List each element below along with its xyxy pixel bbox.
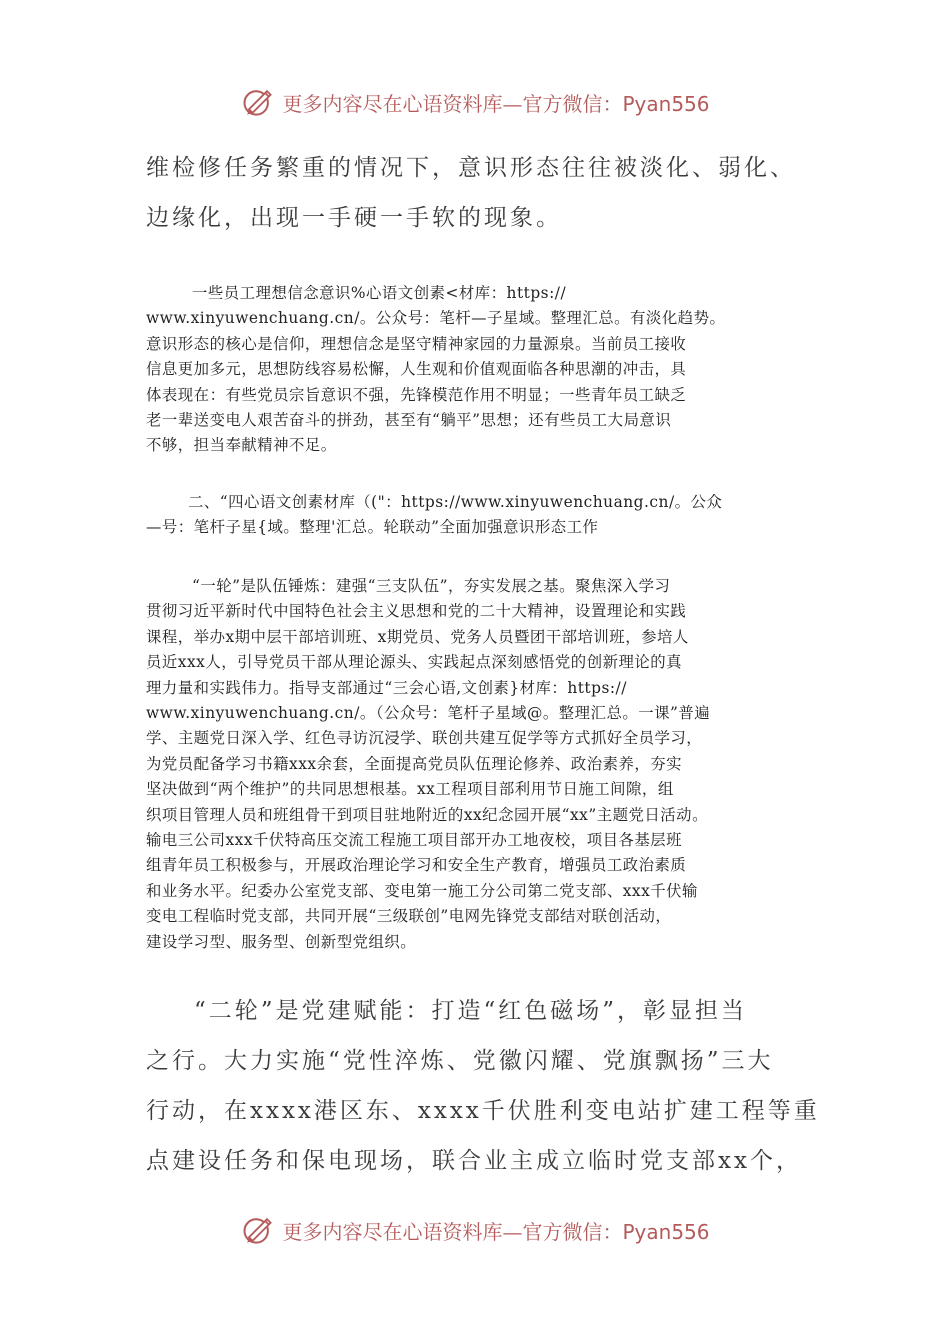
footer-banner — [0, 1208, 950, 1252]
text-line: 边缘化，出现一手硬一手软的现象。 — [146, 205, 562, 231]
text-line: “二轮”是党建赋能：打造“红色磁场”，彰显担当 — [194, 998, 748, 1024]
section-heading-two — [146, 490, 806, 541]
text-line: 点建设任务和保电现场，联合业主成立临时党支部xx个， — [146, 1148, 802, 1174]
text-line: 体表现在：有些党员宗旨意识不强，先锋模范作用不明显；一些青年员工缺乏 — [146, 385, 687, 404]
text-line: 理力量和实践伟力。指导支部通过“三会心语,文创素}材库：https:// — [146, 678, 627, 697]
banner-text: 更多内容尽在心语资料库—官方微信：Pyan556 — [282, 91, 710, 116]
text-line: 员近xxx人，引导党员干部从理论源头、实践起点深刻感悟党的创新理论的真 — [146, 653, 683, 672]
text-line: 坚决做到“两个维护”的共同思想根基。xx工程项目部利用节日施工间隙，组 — [146, 780, 674, 799]
text-line: “一轮”是队伍锤炼：建强“三支队伍”，夯实发展之基。聚焦深入学习 — [192, 577, 671, 595]
text-line: 变电工程临时党支部，共同开展“三级联创”电网先锋党支部结对联创活动， — [146, 907, 672, 926]
text-line: 学、主题党日深入学、红色寻访沉浸学、联创共建互促学等方式抓好全员学习， — [146, 729, 703, 748]
text-line: 贯彻习近平新时代中国特色社会主义思想和党的二十大精神，设置理论和实践 — [146, 602, 687, 621]
header-banner — [0, 80, 950, 124]
text-line: 和业务水平。纪委办公室党支部、变电第一施工分公司第二党支部、xxx千伏输 — [146, 881, 698, 900]
paragraph-first-round — [146, 574, 806, 955]
text-line: 维检修任务繁重的情况下，意识形态往往被淡化、弱化、 — [146, 155, 796, 181]
text-line: 不够，担当奉献精神不足。 — [146, 436, 337, 455]
text-line: 课程，举办x期中层干部培训班、x期党员、党务人员暨团干部培训班，参培人 — [146, 627, 689, 646]
text-line: www.xinyuwenchuang.cn/。公众号：笔杆—子星域。整理汇总。有淡化趋势。 — [146, 309, 726, 328]
banner-text: 更多内容尽在心语资料库—官方微信：Pyan556 — [282, 1219, 710, 1244]
banner-content — [240, 1212, 709, 1248]
text-line: 意识形态的核心是信仰，理想信念是坚守精神家园的力量源泉。当前员工接收 — [146, 334, 687, 353]
banner-wechat-id: Pyan556 — [622, 91, 710, 116]
text-line: 为党员配备学习书籍xxx余套，全面提高党员队伍理论修养、政治素养，夯实 — [146, 754, 683, 773]
pen-logo-icon — [240, 1212, 276, 1248]
paragraph-second-round — [146, 986, 826, 1186]
banner-content — [240, 84, 709, 120]
text-line: 一些员工理想信念意识%心语文创素<材库：https:// — [192, 284, 567, 302]
banner-wechat-id: Pyan556 — [622, 1219, 710, 1244]
paragraph-ideals — [146, 281, 806, 459]
text-line: 组青年员工积极参与，开展政治理论学习和安全生产教育，增强员工政治素质 — [146, 856, 687, 875]
pen-logo-icon — [240, 84, 276, 120]
text-line: 行动，在xxxx港区东、xxxx千伏胜利变电站扩建工程等重 — [146, 1098, 820, 1124]
text-line: www.xinyuwenchuang.cn/。（公众号：笔杆子星域@。整理汇总。一课”普遍 — [146, 704, 711, 723]
text-line: 织项目管理人员和班组骨干到项目驻地附近的xx纪念园开展“xx”主题党日活动。 — [146, 805, 708, 824]
text-line: 老一辈送变电人艰苦奋斗的拼劲，甚至有“躺平”思想；还有些员工大局意识 — [146, 411, 672, 430]
text-line: 之行。大力实施“党性淬炼、党徽闪耀、党旗飘扬”三大 — [146, 1048, 774, 1074]
paragraph-intro — [146, 143, 826, 243]
text-line: 建设学习型、服务型、创新型党组织。 — [146, 932, 417, 951]
text-line: 输电三公司xxx千伏特高压交流工程施工项目部开办工地夜校，项目各基层班 — [146, 831, 683, 850]
text-line: —号：笔杆子星{域。整理'汇总。轮联动”全面加强意识形态工作 — [146, 518, 599, 537]
text-line: 二、“四心语文创素材库（("：https://www.xinyuwenchuang.cn/。公众 — [188, 493, 723, 511]
text-line: 信息更加多元，思想防线容易松懈，人生观和价值观面临各种思潮的冲击，具 — [146, 360, 687, 379]
